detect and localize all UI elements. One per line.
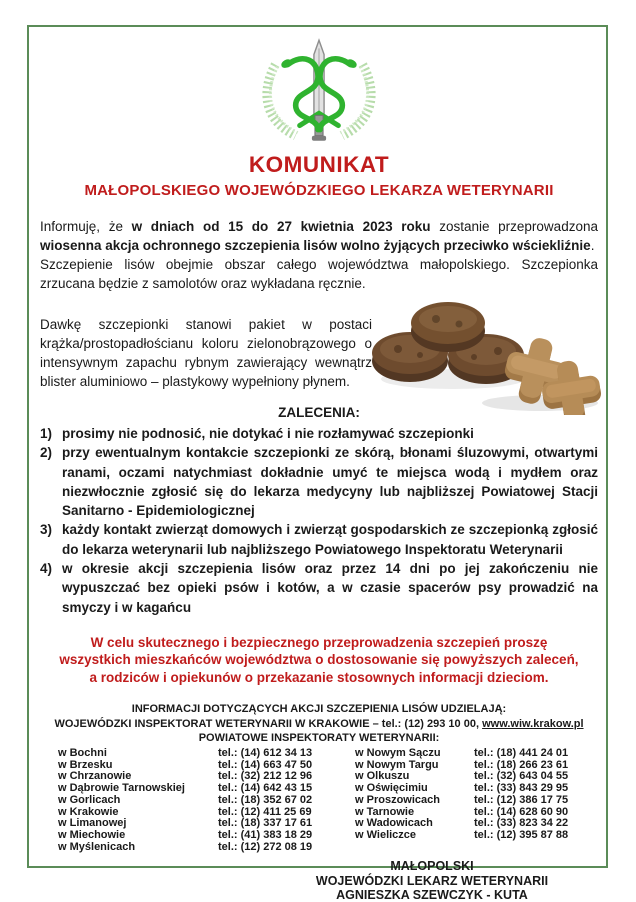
contact-tel: tel.: (12) 386 17 75 xyxy=(474,793,569,806)
contacts-table xyxy=(40,748,598,853)
contact-tel: tel.: (32) 212 12 96 xyxy=(218,770,313,783)
red-notice-paragraph: W celu skutecznego i bezpiecznego przeprowadzenia szczepień proszę wszystkich mieszkańców województwa o dostosowanie się powyższych zaleceń, a rodziców i opiekunów o przekazanie stosownych informacji dzieciom. xyxy=(59,634,579,685)
list-item xyxy=(40,424,598,443)
contact-city: w Bochni xyxy=(58,747,107,760)
list-item-number: 1) xyxy=(40,426,53,441)
signature-line-2: WOJEWÓDZKI LEKARZ WETERYNARII xyxy=(315,873,549,888)
info-heading: INFORMACJI DOTYCZĄCYCH AKCJI SZCZEPIENIA LISÓW UDZIELAJĄ: xyxy=(131,703,507,716)
list-item-number: 4) xyxy=(40,561,53,577)
recommendations-list xyxy=(40,424,598,617)
document-border-frame xyxy=(27,25,608,902)
intro-action-bold: wiosenna akcja ochronnego szczepienia lisów wolno żyjących przeciwko wściekliźnie xyxy=(40,238,591,253)
list-item-number: 2) xyxy=(40,445,53,461)
contact-city: w Limanowej xyxy=(58,817,127,830)
contact-city: w Nowym Sączu xyxy=(355,747,441,760)
contact-city: w Gorlicach xyxy=(58,793,121,806)
intro-text: Informuję, że xyxy=(40,219,132,234)
veterinary-caduceus-icon xyxy=(253,34,385,146)
list-item xyxy=(40,559,598,617)
contact-city: w Olkuszu xyxy=(355,770,410,783)
contact-tel: tel.: (14) 663 47 50 xyxy=(218,758,313,771)
contact-tel: tel.: (33) 843 29 95 xyxy=(474,782,569,795)
intro-text-2: Szczepienie lisów obejmie obszar całego województwa małopolskiego. Szczepionka zrzucana będzie z samolotów oraz wykładana ręcznie. xyxy=(40,257,598,291)
page-title: KOMUNIKAT xyxy=(248,152,390,177)
dose-section xyxy=(40,315,598,391)
dose-paragraph: Dawkę szczepionki stanowi pakiet w postaci krążka/prostopadłościanu koloru zielonobrązowego o intensywnym zapachu rybnym zawierający wewnątrz blister aluminiowo – plastykowy wypełniony płynem. xyxy=(40,317,372,389)
contact-city: w Wieliczce xyxy=(355,829,417,841)
vaccine-bait-photo xyxy=(358,297,604,415)
list-item xyxy=(40,443,598,520)
contact-tel: tel.: (18) 337 17 61 xyxy=(218,817,313,830)
info-district-heading: POWIATOWE INSPEKTORATY WETERYNARII: xyxy=(198,731,440,744)
page-content xyxy=(40,27,598,902)
contact-city: w Miechowie xyxy=(58,829,126,841)
contact-tel: tel.: (14) 642 43 15 xyxy=(218,782,313,795)
recommendations-heading: ZALECENIA: xyxy=(278,405,360,420)
contact-tel: tel.: (14) 612 34 13 xyxy=(218,747,313,760)
list-item-text: przy ewentualnym kontakcie szczepionki ze skórą, błonami śluzowymi, otwartymi ranami, oczami natychmiast dokładnie umyć te miejsca wodą i mydłem oraz niezwłocznie zgłosić się do lekarza medycyny lub najbliższej Powiatowej Stacji Sanitarno - Epidemiologicznej xyxy=(62,445,598,519)
contact-city: w Oświęcimiu xyxy=(355,782,428,795)
contact-tel: tel.: (18) 266 23 61 xyxy=(474,758,569,771)
list-item-text: w okresie akcji szczepienia lisów oraz przez 14 dni po jej zakończeniu nie wypuszczać bez opieki psów i kotów, a w czasie spacerów psy prowadzić na smyczy i w kagańcu xyxy=(62,561,598,615)
contact-city: w Nowym Targu xyxy=(355,758,439,771)
contact-tel: tel.: (12) 395 87 88 xyxy=(474,829,569,841)
contact-city: w Brzesku xyxy=(58,758,113,771)
contact-tel: tel.: (41) 383 18 29 xyxy=(218,829,313,841)
info-block xyxy=(40,702,598,745)
info-voivodeship-line: WOJEWÓDZKI INSPEKTORAT WETERYNARII W KRAKOWIE – tel.: (12) 293 10 00, www.wiw.krakow.pl xyxy=(54,717,584,730)
page-subtitle: MAŁOPOLSKIEGO WOJEWÓDZKIEGO LEKARZA WETERYNARII xyxy=(84,182,554,199)
contact-city: w Proszowicach xyxy=(355,793,440,806)
list-item-number: 3) xyxy=(40,522,53,538)
contact-tel: tel.: (12) 411 25 69 xyxy=(218,805,312,818)
logo-container xyxy=(40,34,598,151)
intro-paragraph: Informuję, że w dniach od 15 do 27 kwietnia 2023 roku zostanie przeprowadzona wiosenna akcja ochronnego szczepienia lisów wolno żyjących przeciwko wściekliźnie. Szczepienie lisów obejmie obszar całego województwa małopolskiego. Szczepionka zrzucana będzie z samolotów oraz wykładana ręcznie. xyxy=(40,219,598,291)
list-item-text: każdy kontakt zwierząt domowych i zwierząt gospodarskich ze szczepionką zgłosić do lekarza weterynarii lub najbliższego Powiatowego Inspektoratu Weterynarii xyxy=(62,522,598,557)
contact-tel: tel.: (18) 441 24 01 xyxy=(474,747,569,760)
contact-city: w Myślenicach xyxy=(58,840,136,853)
signature-line-3: AGNIESZKA SZEWCZYK - KUTA xyxy=(336,888,528,902)
contact-city: w Chrzanowie xyxy=(58,770,132,783)
contact-tel: tel.: (33) 823 34 22 xyxy=(474,817,569,830)
contact-city: w Krakowie xyxy=(58,805,119,818)
intro-dates-bold: w dniach od 15 do 27 kwietnia 2023 roku xyxy=(131,219,431,234)
list-item-text: prosimy nie podnosić, nie dotykać i nie rozłamywać szczepionki xyxy=(62,426,474,441)
contact-city: w Dąbrowie Tarnowskiej xyxy=(58,782,185,795)
contact-tel: tel.: (12) 272 08 19 xyxy=(218,840,313,853)
contact-tel: tel.: (32) 643 04 55 xyxy=(474,770,569,783)
contact-tel: tel.: (14) 628 60 90 xyxy=(474,805,569,818)
wiw-krakow-link[interactable]: www.wiw.krakow.pl xyxy=(482,717,584,730)
contact-tel: tel.: (18) 352 67 02 xyxy=(218,793,313,806)
list-item xyxy=(40,520,598,559)
signature-line-1: MAŁOPOLSKI xyxy=(390,859,474,874)
contact-city: w Wadowicach xyxy=(355,817,433,830)
signature-block xyxy=(282,859,582,902)
contact-city: w Tarnowie xyxy=(355,805,415,818)
